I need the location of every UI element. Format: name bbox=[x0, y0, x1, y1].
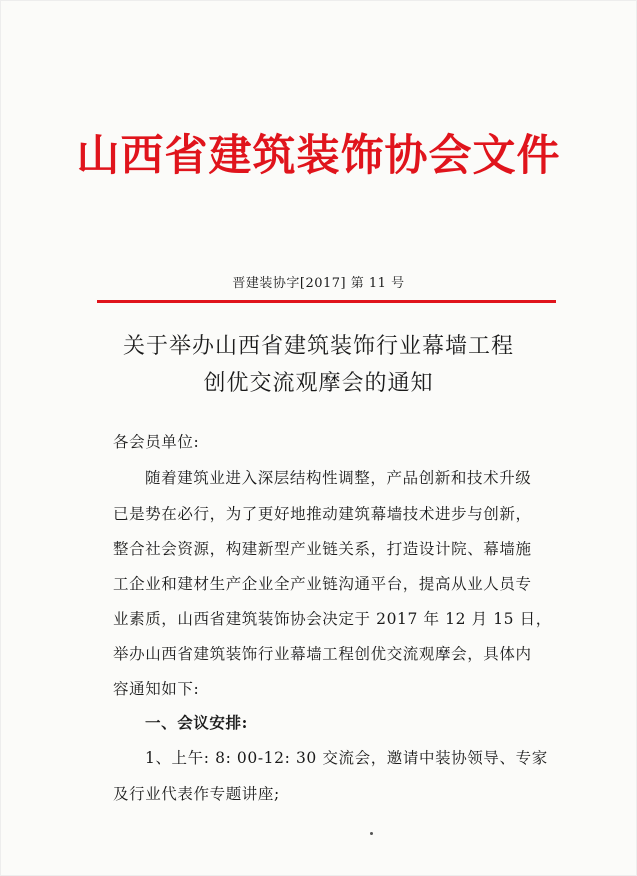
notice-title-line-1: 关于举办山西省建筑装饰行业幕墙工程 bbox=[122, 334, 514, 359]
notice-title-line-2: 创优交流观摩会的通知 bbox=[203, 371, 434, 396]
paragraph-line: 业素质，山西省建筑装饰协会决定于 2017 年 12 月 15 日， bbox=[113, 610, 552, 628]
document-number: 晋建装协字[2017] 第 11 号 bbox=[232, 276, 405, 291]
paragraph-line: 工企业和建材生产企业全产业链沟通平台，提高从业人员专 bbox=[113, 575, 532, 593]
paragraph-line: 举办山西省建筑装饰行业幕墙工程创优交流观摩会，具体内 bbox=[113, 645, 532, 663]
agenda-item-line: 及行业代表作专题讲座; bbox=[113, 785, 280, 803]
scan-speck bbox=[370, 832, 373, 835]
red-divider bbox=[97, 300, 556, 303]
salutation: 各会员单位: bbox=[113, 433, 200, 451]
paragraph-line: 已是势在必行，为了更好地推动建筑幕墙技术进步与创新， bbox=[113, 505, 532, 523]
section-heading: 一、会议安排: bbox=[145, 713, 248, 732]
agenda-item-line: 1、上午: 8: 00-12: 30 交流会，邀请中装协领导、专家 bbox=[145, 749, 548, 767]
paragraph-line: 整合社会资源，构建新型产业链关系，打造设计院、幕墙施 bbox=[113, 540, 532, 558]
org-document-header: 山西省建筑装饰协会文件 bbox=[76, 131, 561, 181]
paragraph-line: 容通知如下: bbox=[113, 680, 200, 698]
paragraph-line: 随着建筑业进入深层结构性调整，产品创新和技术升级 bbox=[145, 469, 532, 487]
